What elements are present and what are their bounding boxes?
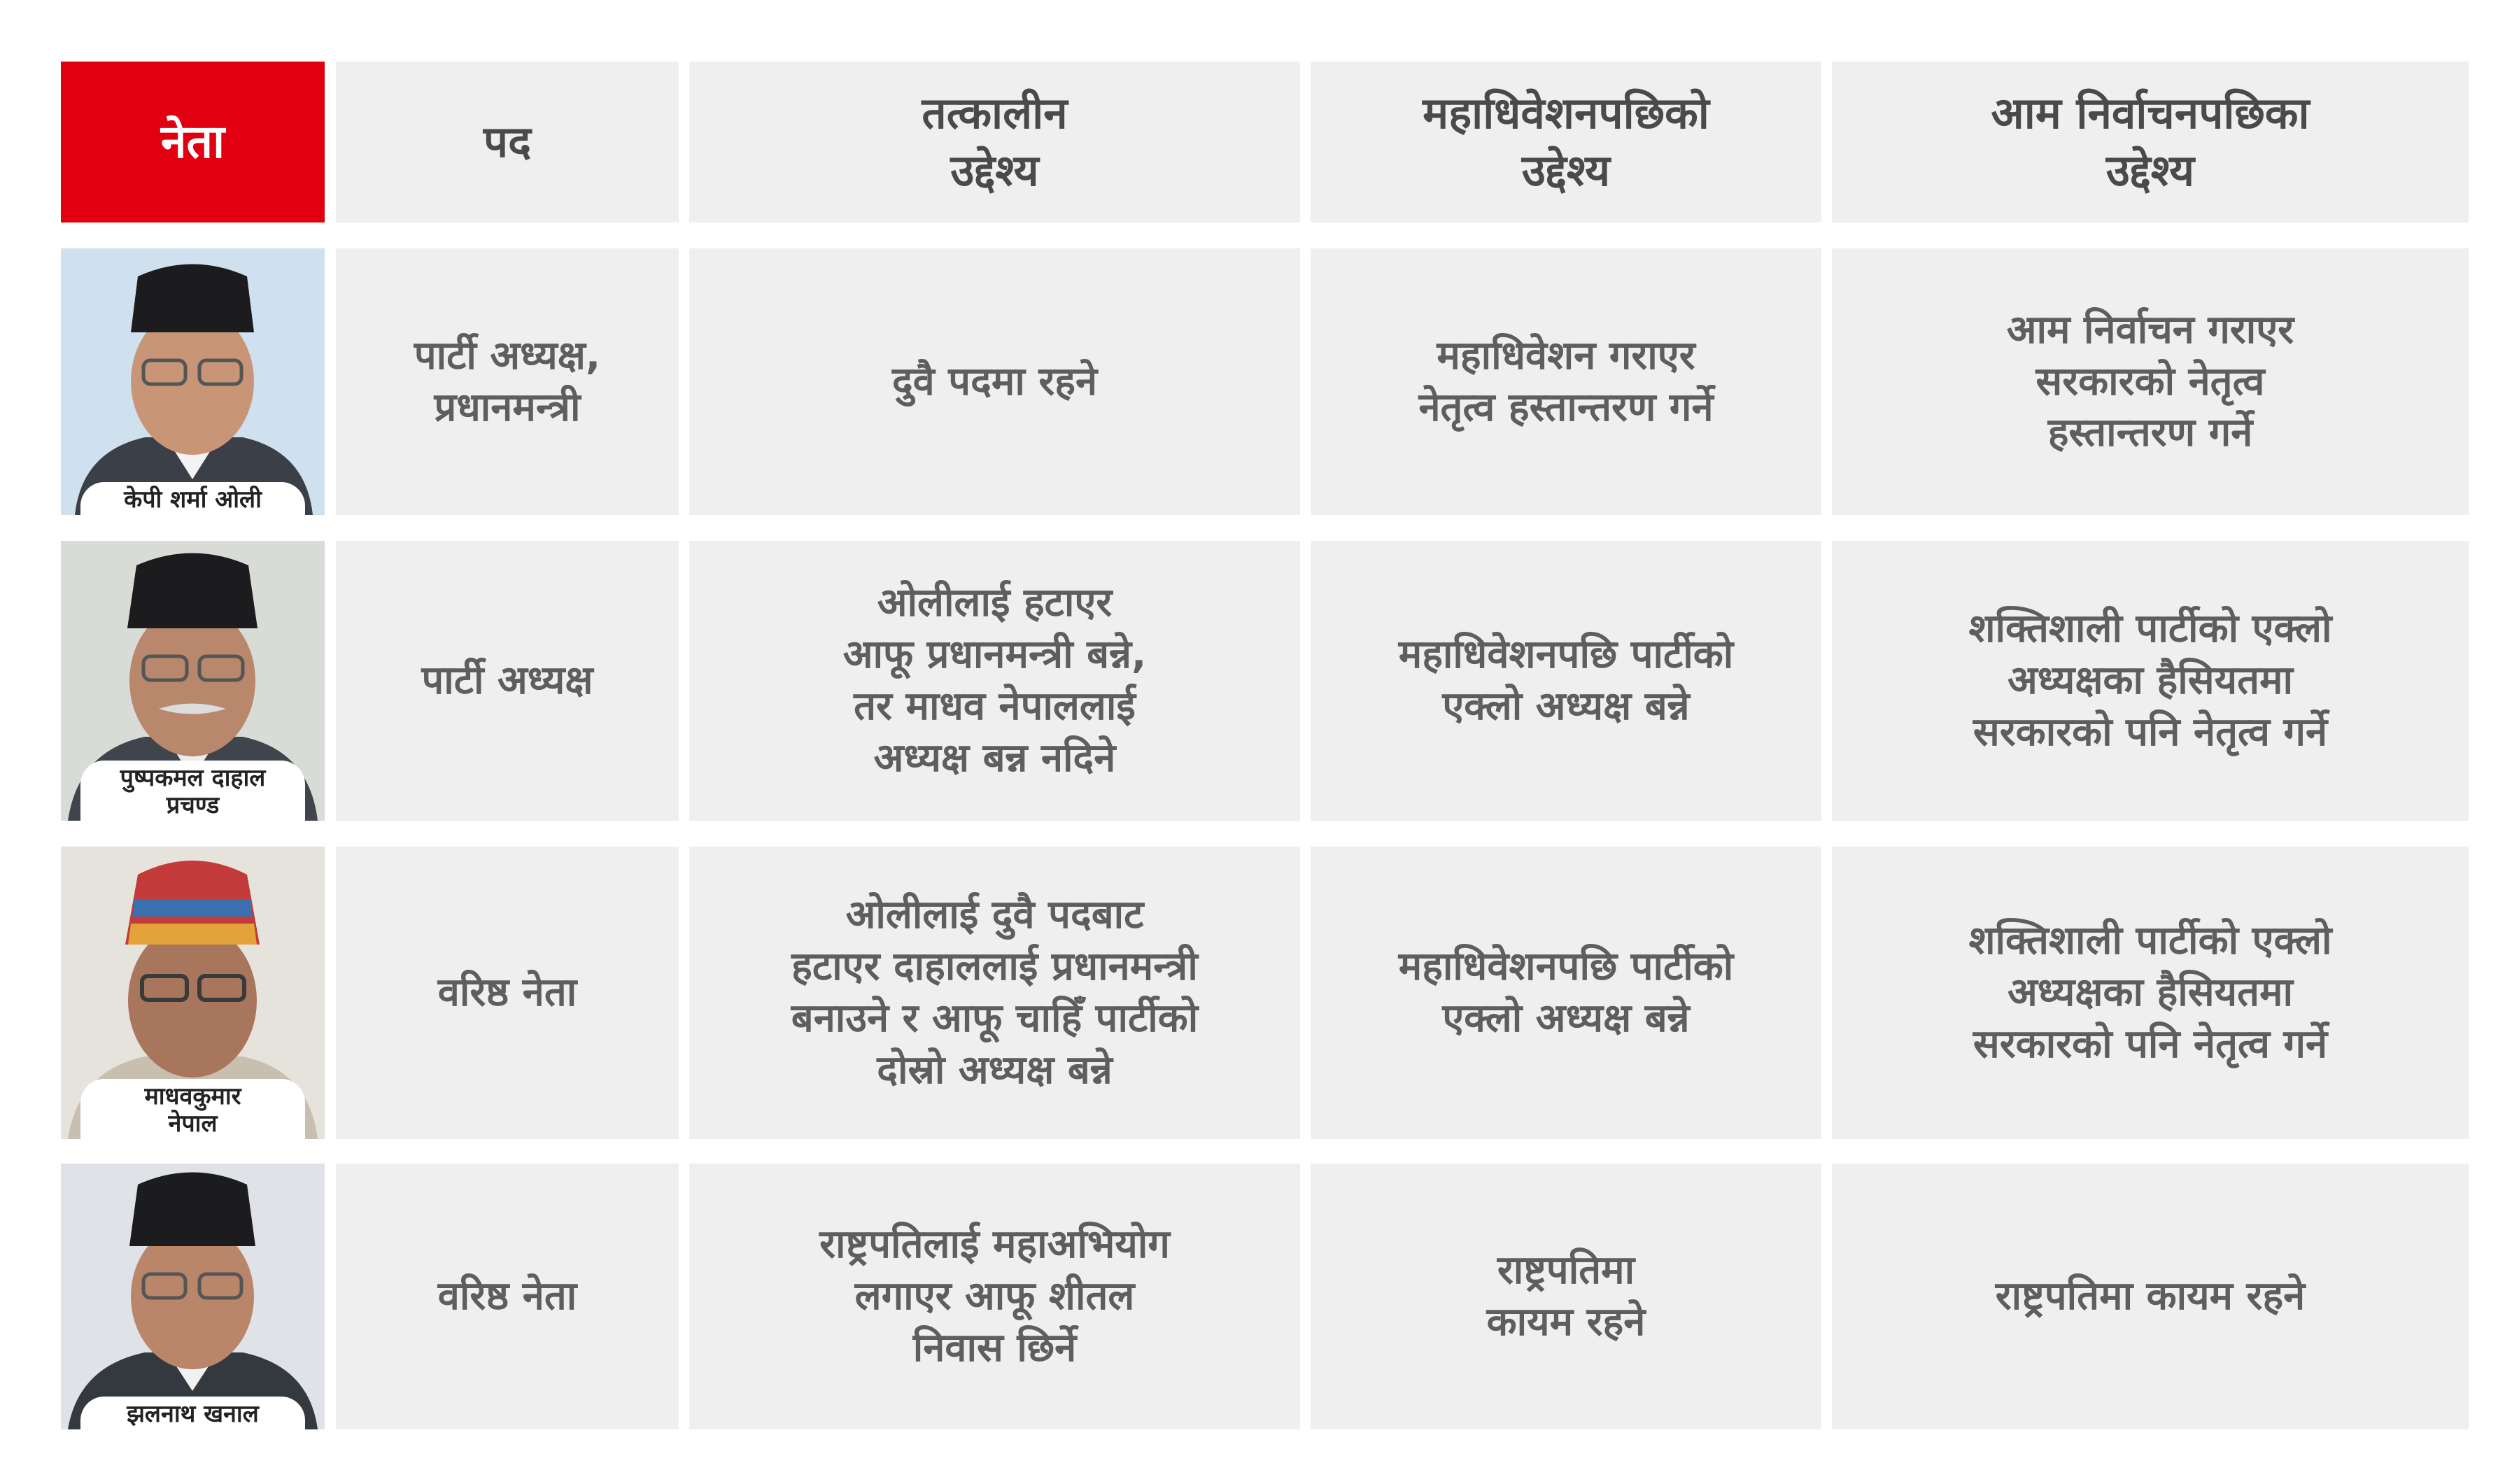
header-immediate-goal-label: तत्कालीन उद्देश्य (922, 87, 1068, 196)
leader-photo-nepal (61, 847, 325, 1139)
header-immediate-goal (689, 62, 1300, 222)
leader-name-oli: केपी शर्मा ओली (80, 482, 305, 515)
position-cell-oli (336, 248, 679, 515)
immediate-goal-khanal: राष्ट्रपतिलाई महाअभियोग लगाएर आफू शीतल निवास छिर्ने (819, 1222, 1170, 1371)
after-convention-goal-cell-dahal (1311, 541, 1821, 821)
position-khanal: वरिष्ठ नेता (437, 1273, 577, 1320)
after-election-goal-cell-dahal (1832, 541, 2469, 821)
leader-name-nepal: माधवकुमार नेपाल (80, 1079, 305, 1139)
leader-photo-oli (61, 248, 325, 515)
after-election-goal-oli: आम निर्वाचन गराएर सरकारको नेतृत्व हस्तान्तरण गर्ने (2006, 306, 2294, 456)
header-after-election-goal (1832, 62, 2469, 222)
after-convention-goal-nepal: महाधिवेशनपछि पार्टीको एक्लो अध्यक्ष बन्ने (1398, 944, 1734, 1041)
immediate-goal-cell-nepal (689, 847, 1300, 1139)
position-nepal: वरिष्ठ नेता (437, 970, 577, 1016)
position-cell-dahal (336, 541, 679, 821)
after-election-goal-cell-nepal (1832, 847, 2469, 1139)
position-oli: पार्टी अध्यक्ष, प्रधानमन्त्री (414, 332, 601, 430)
after-election-goal-nepal: शक्तिशाली पार्टीको एक्लो अध्यक्षका हैसियतमा सरकारको पनि नेतृत्व गर्ने (1968, 918, 2332, 1067)
leader-photo-dahal (61, 541, 325, 821)
immediate-goal-oli: दुवै पदमा रहने (891, 358, 1098, 404)
header-leader (61, 62, 325, 222)
position-cell-khanal (336, 1164, 679, 1429)
leader-name-dahal: पुष्पकमल दाहाल प्रचण्ड (80, 761, 305, 821)
position-dahal: पार्टी अध्यक्ष (421, 658, 593, 704)
immediate-goal-dahal: ओलीलाई हटाएर आफू प्रधानमन्त्री बन्ने, तर माधव नेपाललाई अध्यक्ष बन्न नदिने (842, 580, 1147, 781)
leader-name-khanal: झलनाथ खनाल (80, 1397, 305, 1429)
after-convention-goal-dahal: महाधिवेशनपछि पार्टीको एक्लो अध्यक्ष बन्ने (1398, 632, 1734, 729)
after-convention-goal-oli: महाधिवेशन गराएर नेतृत्व हस्तान्तरण गर्ने (1418, 332, 1714, 430)
header-position-label: पद (483, 116, 532, 168)
after-election-goal-khanal: राष्ट्रपतिमा कायम रहने (1995, 1273, 2306, 1320)
header-after-convention-goal-label: महाधिवेशनपछिको उद्देश्य (1423, 87, 1709, 196)
after-convention-goal-cell-khanal (1311, 1164, 1821, 1429)
immediate-goal-nepal: ओलीलाई दुवै पदबाट हटाएर दाहाललाई प्रधानमन्त्री बनाउने र आफू चाहिँ पार्टीको दोस्रो अध्यक्ष बन्ने (791, 892, 1199, 1093)
immediate-goal-cell-khanal (689, 1164, 1300, 1429)
portrait-oli-image (61, 248, 325, 515)
header-position (336, 62, 679, 222)
portrait-khanal-image (61, 1164, 325, 1429)
header-leader-label: नेता (160, 115, 225, 169)
after-convention-goal-cell-nepal (1311, 847, 1821, 1139)
after-convention-goal-khanal: राष्ट्रपतिमा कायम रहने (1486, 1248, 1646, 1345)
header-after-election-goal-label: आम निर्वाचनपछिका उद्देश्य (1991, 87, 2310, 196)
immediate-goal-cell-oli (689, 248, 1300, 515)
after-election-goal-cell-oli (1832, 248, 2469, 515)
after-election-goal-cell-khanal (1832, 1164, 2469, 1429)
leader-photo-khanal (61, 1164, 325, 1429)
after-election-goal-dahal: शक्तिशाली पार्टीको एक्लो अध्यक्षका हैसियतमा सरकारको पनि नेतृत्व गर्ने (1968, 606, 2332, 755)
header-after-convention-goal (1311, 62, 1821, 222)
after-convention-goal-cell-oli (1311, 248, 1821, 515)
position-cell-nepal (336, 847, 679, 1139)
immediate-goal-cell-dahal (689, 541, 1300, 821)
